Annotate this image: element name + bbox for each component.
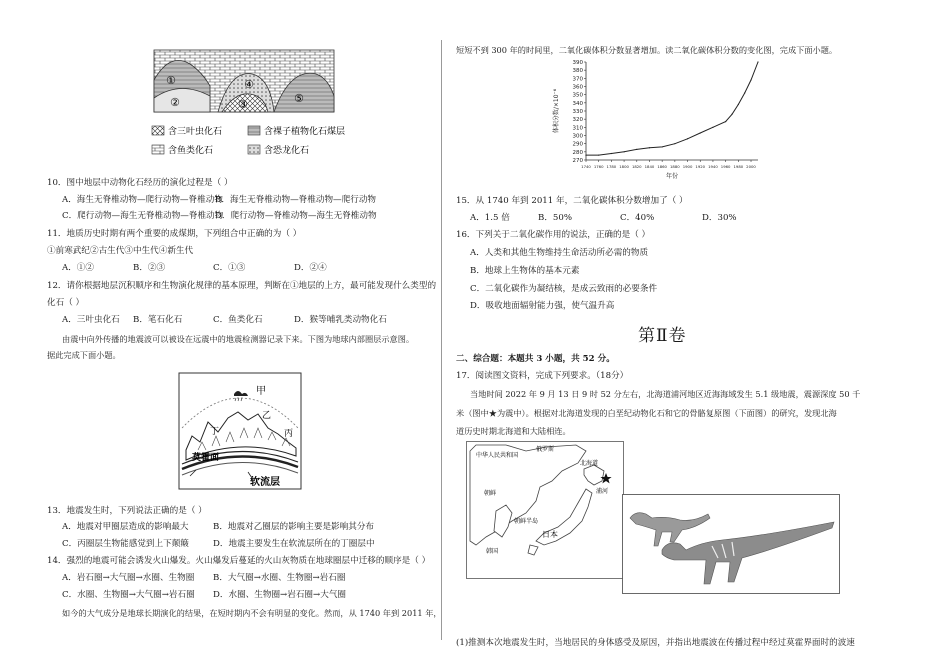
- q12-stem: 12．请你根据地层沉积顺序和生物演化规律的基本原理，判断在①地层的上方，最可能发现什么类型的: [47, 281, 437, 291]
- q10-option-d[interactable]: D．爬行动物—脊椎动物—海生无脊椎动物: [215, 211, 377, 221]
- data-point-11: [725, 121, 726, 122]
- label-ding: 丁: [210, 427, 220, 437]
- y-tick-label-7: 340: [572, 100, 583, 107]
- q15-option-d[interactable]: D．30%: [702, 213, 737, 223]
- circled-1: ①: [166, 74, 176, 87]
- part-two-title: 第Ⅱ卷: [638, 326, 687, 346]
- legend-gymnosperm: 含裸子植物化石煤层: [264, 127, 346, 137]
- q16-option-a[interactable]: A．人类和其他生物维持生命活动所必需的物质: [470, 248, 649, 258]
- q17-stem: 17．阅读图文资料，完成下列要求。（18分）: [456, 371, 629, 381]
- data-point-15: [750, 79, 751, 80]
- x-tick-label-2: 1780: [606, 164, 617, 169]
- x-tick-label-8: 1900: [682, 164, 693, 169]
- label-asthenosphere: 软流层: [250, 477, 280, 488]
- strata-figure: [140, 46, 350, 162]
- map-label-japan: 日本: [542, 530, 558, 539]
- legend-dinosaur: 含恐龙化石: [264, 146, 310, 156]
- circled-5: ⑤: [294, 92, 304, 105]
- data-point-13: [738, 104, 739, 105]
- q11-items: ①前寒武纪②古生代③中生代④新生代: [47, 246, 194, 256]
- data-point-0: [585, 155, 586, 156]
- data-point-6: [662, 146, 663, 147]
- q16-option-d[interactable]: D．吸收地面辐射能力强，使气温升高: [470, 301, 615, 311]
- data-point-4: [636, 149, 637, 150]
- map-label-dprk: 朝鲜: [484, 490, 497, 497]
- q14-option-a[interactable]: A．岩石圈→大气圈→水圈、生物圈: [62, 573, 195, 583]
- x-axis-label: 年份: [665, 173, 679, 180]
- label-yi: 乙: [262, 411, 272, 421]
- intro-co2-cont: 短短不到 300 年的时间里，二氧化碳体积分数显著增加。读二氧化碳体积分数的变化图，完成下面小题。: [456, 45, 838, 55]
- legend-swatch-gymnosperm: [248, 126, 260, 135]
- data-point-12: [731, 114, 732, 115]
- y-axis-label: 体积分数/×10⁻⁶: [553, 88, 560, 134]
- column-divider: [441, 40, 442, 640]
- q12-option-b[interactable]: B．笔石化石: [133, 315, 183, 325]
- q14-option-c[interactable]: C．水圈、生物圈→大气圈→岩石圈: [62, 590, 195, 600]
- q17-paragraph-1: 当地时间 2022 年 9 月 13 日 9 时 52 分左右，北海道浦河地区近海海域发生 5.1 级地震，震源深度 50 千: [470, 389, 861, 399]
- q16-stem: 16．下列关于二氧化碳作用的说法，正确的是（ ）: [456, 230, 651, 240]
- q15-option-b[interactable]: B．50%: [538, 213, 573, 223]
- legend-swatch-trilobite: [152, 126, 164, 135]
- y-tick-label-10: 370: [572, 76, 583, 83]
- q12-stem-cont: 化石（ ）: [47, 298, 85, 308]
- section-heading: 二、综合题：本题共 3 小题，共 52 分。: [456, 354, 615, 364]
- map-label-russia: 俄罗斯: [536, 446, 555, 453]
- y-tick-label-8: 350: [572, 92, 583, 99]
- intro-co2: 如今的大气成分是地球长期演化的结果，在短时期内不会有明显的变化。然而，从 1740 年到 2011 年，: [62, 608, 442, 618]
- q13-stem: 13．地震发生时，下列说法正确的是（ ）: [47, 506, 207, 516]
- q12-option-d[interactable]: D．猴等哺乳类动物化石: [294, 315, 387, 325]
- q13-option-d[interactable]: D．地震主要发生在软流层所在的丁圈层中: [213, 539, 375, 549]
- y-tick-label-4: 310: [572, 125, 583, 132]
- dinosaur-skeleton-figure: [622, 494, 840, 594]
- intro-earthquake-cont: 据此完成下面小题。: [47, 350, 121, 360]
- circled-4: ④: [244, 78, 254, 91]
- y-tick-label-0: 270: [572, 158, 583, 164]
- q15-stem: 15．从 1740 年到 2011 年，二氧化碳体积分数增加了（ ）: [456, 196, 688, 206]
- earth-layers-figure: [178, 372, 302, 490]
- map-label-china: 中华人民共和国: [476, 452, 519, 459]
- y-tick-label-2: 290: [572, 141, 583, 148]
- circled-2: ②: [170, 96, 180, 109]
- q15-option-c[interactable]: C．40%: [620, 213, 655, 223]
- data-point-7: [674, 143, 675, 144]
- x-tick-label-5: 1840: [644, 164, 655, 169]
- q11-option-c[interactable]: C．①③: [213, 263, 246, 273]
- x-tick-label-9: 1920: [695, 164, 706, 169]
- x-tick-label-3: 1800: [619, 164, 629, 169]
- legend-fish: 含鱼类化石: [168, 146, 214, 156]
- y-tick-label-1: 280: [572, 149, 583, 156]
- data-point-14: [744, 92, 745, 93]
- q17-paragraph-3: 道历史时期北海道和大陆相连。: [456, 426, 571, 436]
- data-point-8: [687, 138, 688, 139]
- legend-swatch-fish: [152, 145, 164, 154]
- q13-option-c[interactable]: C．丙圈层生物能感觉到上下颠簸: [62, 539, 189, 549]
- label-bing: 丙: [284, 429, 294, 439]
- q14-option-b[interactable]: B．大气圈→水圈、生物圈→岩石圈: [213, 573, 346, 583]
- label-jia: 甲: [256, 386, 266, 397]
- label-moho: 莫霍面: [192, 453, 220, 463]
- intro-earthquake: 由震中向外传播的地震波可以被设在远震中的地震检测器记录下来。下图为地球内部圈层示意图。: [62, 334, 415, 344]
- map-label-hokkaido: 北海道: [580, 460, 599, 467]
- y-tick-label-9: 360: [572, 84, 583, 91]
- data-point-16: [757, 61, 758, 62]
- q11-option-b[interactable]: B．②③: [133, 263, 166, 273]
- q11-option-d[interactable]: D．②④: [294, 263, 327, 273]
- q13-option-b[interactable]: B．地震对乙圈层的影响主要是影响其分布: [213, 522, 375, 532]
- x-tick-label-6: 1860: [657, 164, 667, 169]
- japan-map: [466, 441, 624, 579]
- data-point-9: [700, 132, 701, 133]
- y-tick-label-6: 330: [572, 109, 583, 115]
- y-tick-label-11: 380: [572, 68, 583, 75]
- q12-option-a[interactable]: A．三叶虫化石: [62, 315, 120, 325]
- data-point-1: [598, 155, 599, 156]
- map-label-rok: 韩国: [486, 548, 499, 555]
- x-tick-label-7: 1880: [670, 164, 680, 169]
- q17-paragraph-2: 米（图中★为震中）。根据对北海道发现的白垩纪动物化石和它的骨骼复原图（下面图）的研究，发现北海: [456, 408, 837, 418]
- q11-stem: 11．地质历史时期有两个重要的成煤期，下列组合中正确的为（ ）: [47, 229, 302, 239]
- data-point-3: [623, 151, 624, 152]
- x-tick-label-10: 1940: [708, 164, 718, 169]
- x-tick-label-0: 1740: [581, 164, 591, 169]
- q10-option-b[interactable]: B．海生无脊椎动物—脊椎动物—爬行动物: [215, 195, 377, 205]
- q11-option-a[interactable]: A．①②: [62, 263, 94, 273]
- q16-option-c[interactable]: C．二氧化碳作为凝结核，是成云致雨的必要条件: [470, 284, 658, 294]
- circled-3: ③: [238, 98, 248, 111]
- q17-sub-question-1: (1)推测本次地震发生时，当地居民的身体感受及原因，并指出地震波在传播过程中经过莫霍界面时的波速: [456, 638, 855, 648]
- q14-stem: 14．强烈的地震可能会诱发火山爆发。火山爆发后蔓延的火山灰物质在地球圈层中迁移的顺序是（ ）: [47, 556, 431, 566]
- data-point-10: [712, 127, 713, 128]
- q10-stem: 10．图中地层中动物化石经历的演化过程是（ ）: [47, 178, 233, 188]
- q10-option-a[interactable]: A．海生无脊椎动物—爬行动物—脊椎动物: [62, 195, 223, 205]
- x-tick-label-12: 1980: [733, 164, 744, 169]
- legend-trilobite: 含三叶虫化石: [168, 127, 223, 137]
- q12-option-c[interactable]: C．鱼类化石: [213, 315, 263, 325]
- legend-swatch-dinosaur: [248, 145, 260, 154]
- q15-option-a[interactable]: A．1.5 倍: [470, 213, 510, 223]
- series-line-0: [586, 62, 758, 155]
- y-tick-label-12: 390: [572, 60, 583, 66]
- q14-option-d[interactable]: D．水圈、生物圈→岩石圈→大气圈: [213, 590, 347, 600]
- q16-option-b[interactable]: B．地球上生物体的基本元素: [470, 266, 580, 276]
- data-point-2: [611, 153, 612, 154]
- x-tick-label-1: 1760: [593, 164, 604, 169]
- map-label-urakawa: 浦河: [596, 488, 609, 495]
- q13-option-a[interactable]: A．地震对甲圈层造成的影响最大: [62, 522, 189, 532]
- x-tick-label-4: 1820: [631, 164, 642, 169]
- y-tick-label-3: 300: [572, 133, 583, 140]
- map-label-peninsula: 朝鲜半岛: [514, 518, 539, 525]
- x-tick-label-11: 1960: [720, 164, 731, 169]
- data-point-5: [649, 147, 650, 148]
- y-tick-label-5: 320: [572, 117, 583, 124]
- q10-option-c[interactable]: C．爬行动物—海生无脊椎动物—脊椎动物: [62, 211, 224, 221]
- co2-line-chart: [548, 56, 768, 186]
- x-tick-label-13: 2000: [746, 164, 756, 169]
